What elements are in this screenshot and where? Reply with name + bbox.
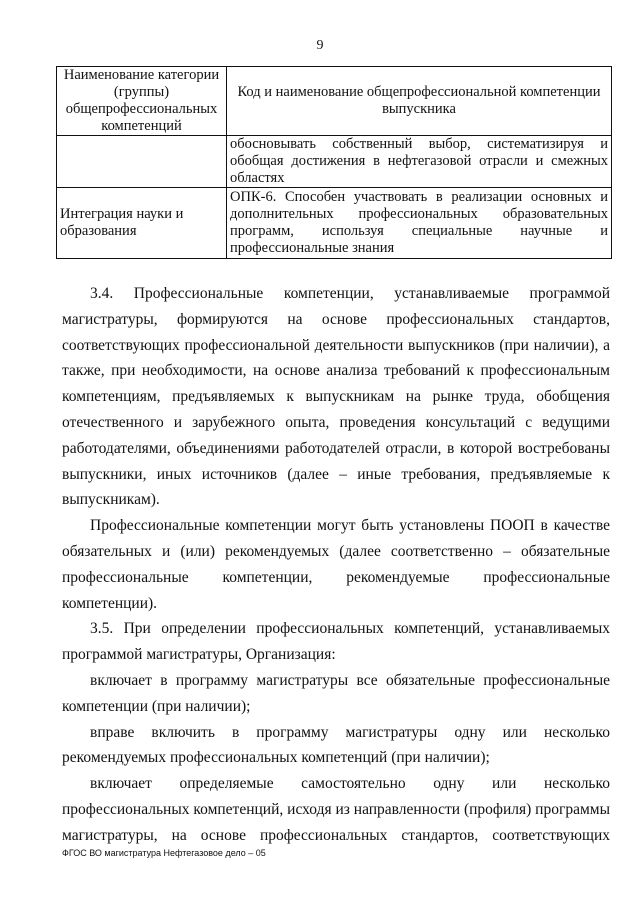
table-cell-competence: ОПК-6. Способен участвовать в реализации основных и дополнительных профессиональных образовательных программ, используя специальные научные и профессиональные знания	[227, 188, 612, 259]
table-header-category: Наименование категории (группы) общепрофессиональных компетенций	[57, 67, 227, 136]
list-item: включает в программу магистратуры все обязательные профессиональные компетенции (при наличии);	[62, 671, 610, 715]
table-cell-category: Интеграция науки и образования	[57, 188, 227, 259]
list-item: вправе включить в программу магистратуры одну или несколько рекомендуемых профессиональных компетенций (при наличии);	[62, 723, 610, 767]
competence-table	[56, 66, 612, 259]
body-text	[62, 281, 610, 849]
table-cell-category	[57, 136, 227, 188]
list-item: включает определяемые самостоятельно одну или несколько профессиональных компетенций, исходя из направленности (профиля) программы магистратуры, на основе профессиональных стандартов, соответствующих	[62, 775, 610, 844]
paragraph-3-5: 3.5. При определении профессиональных компетенций, устанавливаемых программой магистратуры, Организация:	[62, 620, 610, 664]
footer-note: ФГОС ВО магистратура Нефтегазовое дело – 05	[62, 848, 266, 858]
paragraph-3-4: 3.4. Профессиональные компетенции, устанавливаемые программой магистратуры, формируются на основе профессиональных стандартов, соответствующих профессиональной деятельности выпускников (при наличии), а также, при необходимости, на основе анализа требований к профессиональным компетенциям, предъявляемых к выпускникам на рынке труда, обобщения отечественного и зарубежного опыта, проведения консультаций с ведущими работодателями, объединениями работодателей отрасли, в которой востребованы выпускники, иных источников (далее – иные требования, предъявляемые к выпускникам).	[62, 285, 610, 509]
table-cell-competence: обосновывать собственный выбор, систематизируя и обобщая достижения в нефтегазовой отрасли и смежных областях	[227, 136, 612, 188]
table-row	[57, 188, 612, 259]
paragraph-professional-competences: Профессиональные компетенции могут быть установлены ПООП в качестве обязательных и (или) рекомендуемых (далее соответственно – обязательные профессиональные компетенции, рекомендуемые профессиональные компетенции).	[62, 517, 610, 612]
table-row	[57, 136, 612, 188]
table-header-row	[57, 67, 612, 136]
page-number: 9	[316, 38, 324, 53]
table-header-competence: Код и наименование общепрофессиональной компетенции выпускника	[227, 67, 612, 136]
